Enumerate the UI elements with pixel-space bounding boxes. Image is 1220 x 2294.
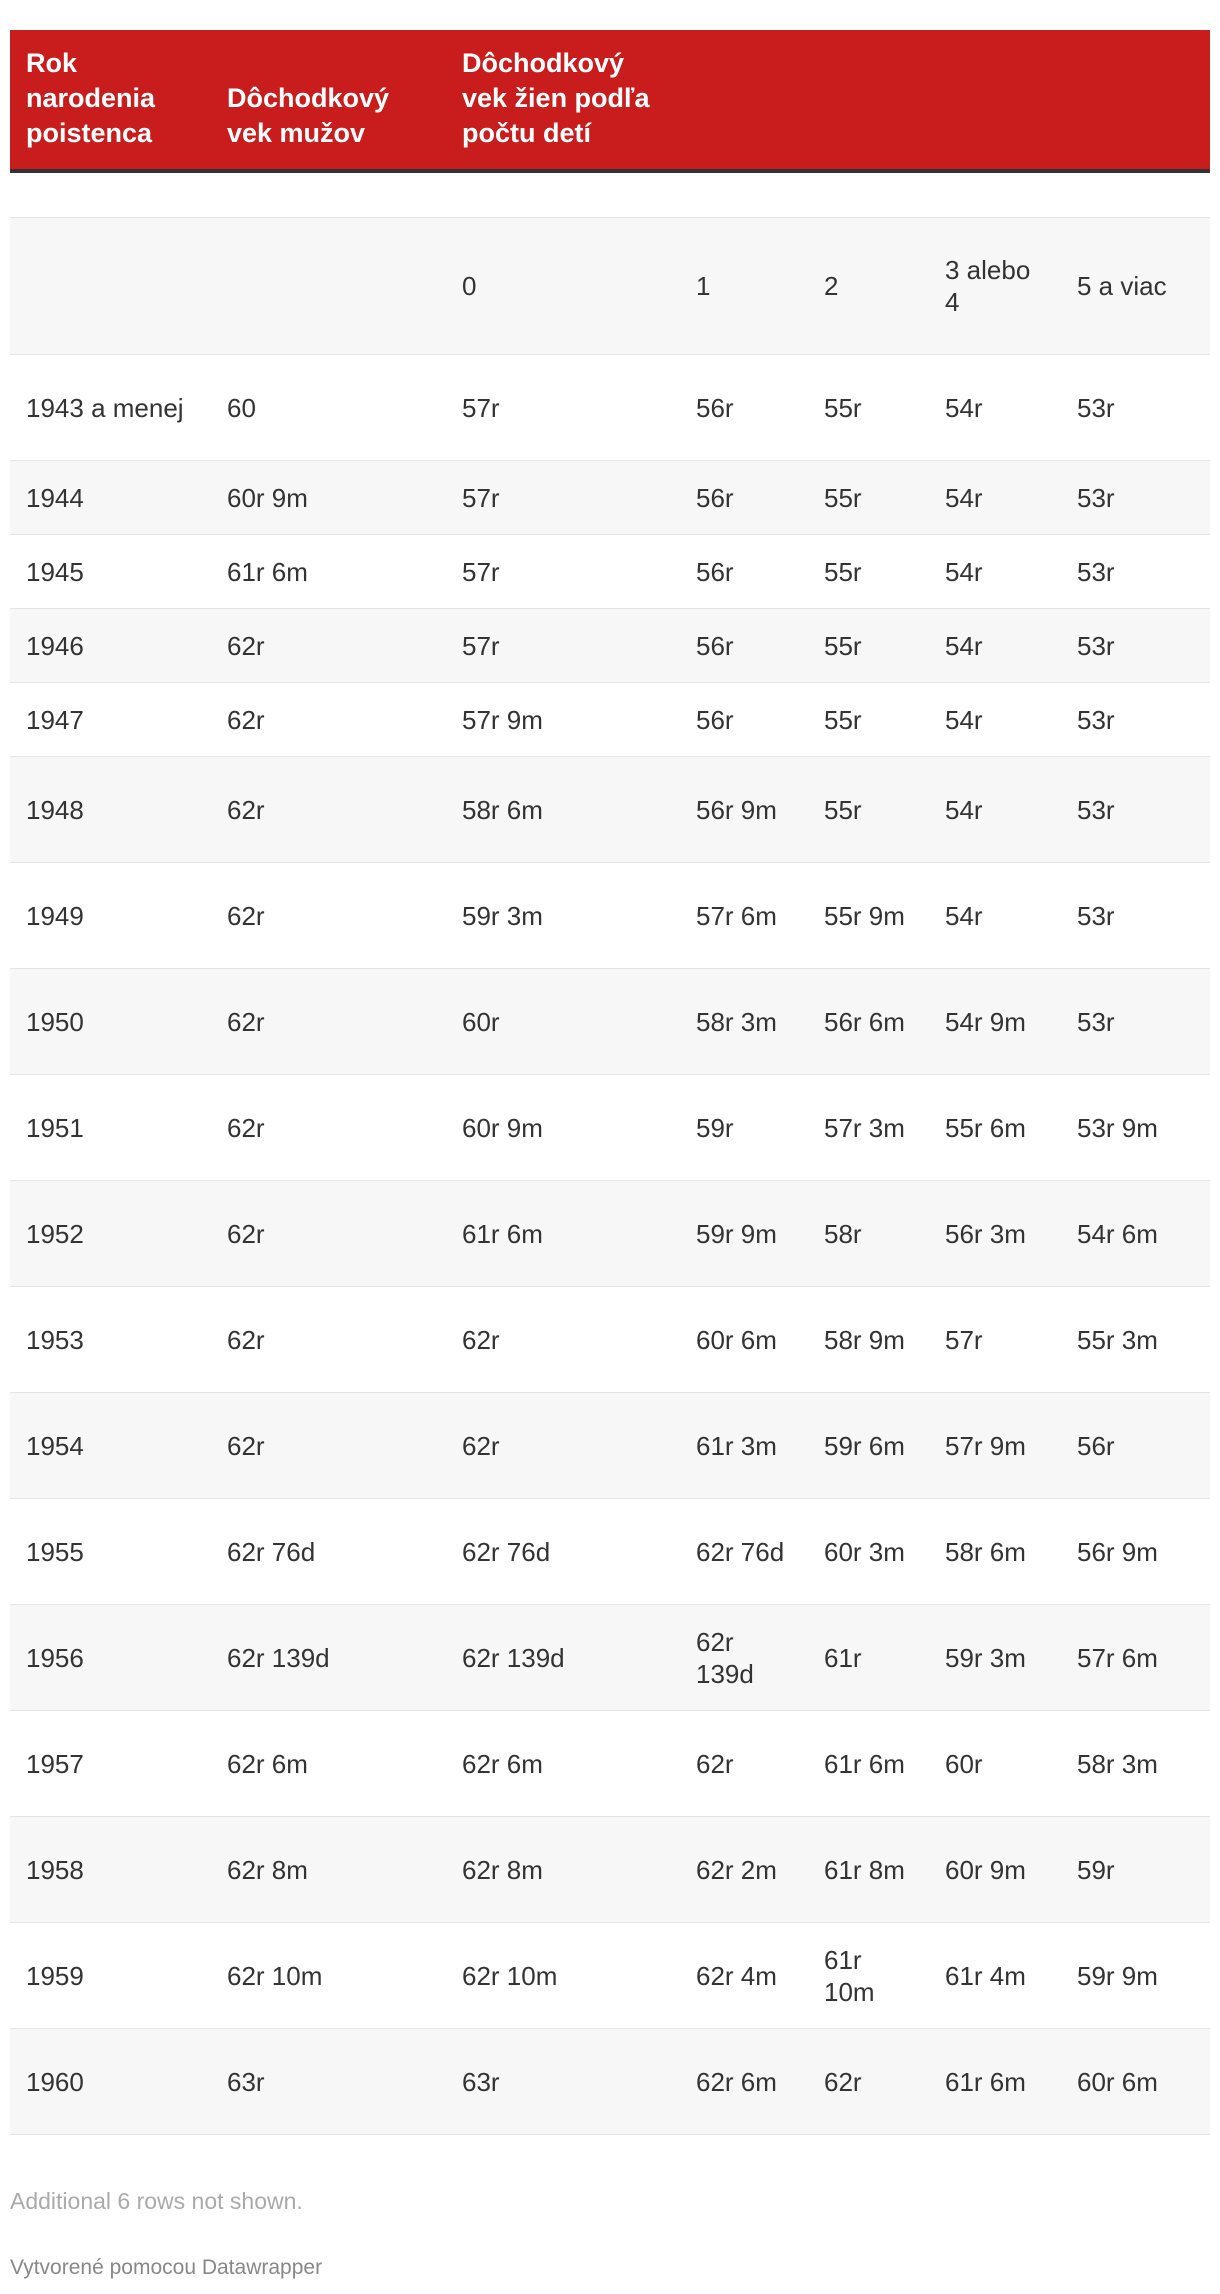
age-cell: 60r (929, 1711, 1061, 1817)
birth-year-cell: 1946 (10, 609, 211, 683)
age-cell: 53r (1061, 355, 1210, 461)
table-row (10, 1287, 1210, 1393)
birth-year-cell: 1960 (10, 2029, 211, 2135)
age-cell: 54r 6m (1061, 1181, 1210, 1287)
age-cell: 62r (211, 609, 446, 683)
subheader-children-1: 1 (680, 218, 808, 355)
age-cell: 59r 3m (446, 863, 680, 969)
age-cell: 60r 6m (1061, 2029, 1210, 2135)
age-cell: 57r 9m (446, 683, 680, 757)
age-cell: 59r 9m (680, 1181, 808, 1287)
age-cell: 61r 3m (680, 1393, 808, 1499)
age-cell: 55r (808, 535, 929, 609)
age-cell: 62r (211, 969, 446, 1075)
birth-year-cell: 1956 (10, 1605, 211, 1711)
table-row (10, 1817, 1210, 1923)
age-cell: 62r (680, 1711, 808, 1817)
age-cell: 61r 6m (446, 1181, 680, 1287)
age-cell: 59r (1061, 1817, 1210, 1923)
age-cell: 62r 139d (680, 1605, 808, 1711)
age-cell: 54r (929, 757, 1061, 863)
table-row (10, 355, 1210, 461)
age-cell: 53r (1061, 969, 1210, 1075)
table-row (10, 863, 1210, 969)
subheader-cell (10, 218, 211, 355)
age-cell: 59r 6m (808, 1393, 929, 1499)
age-cell: 53r (1061, 609, 1210, 683)
age-cell: 55r (808, 355, 929, 461)
birth-year-cell: 1949 (10, 863, 211, 969)
table-body (10, 218, 1210, 2135)
header-spacer (10, 171, 1210, 218)
table-row (10, 1393, 1210, 1499)
table-row (10, 461, 1210, 535)
age-cell: 53r 9m (1061, 1075, 1210, 1181)
birth-year-cell: 1947 (10, 683, 211, 757)
header-men-age[interactable]: Dôchodkový vek mužov (211, 30, 446, 171)
age-cell: 57r (446, 355, 680, 461)
age-cell: 56r (680, 609, 808, 683)
header-empty[interactable] (929, 30, 1061, 171)
birth-year-cell: 1950 (10, 969, 211, 1075)
age-cell: 62r 6m (680, 2029, 808, 2135)
age-cell: 54r (929, 355, 1061, 461)
age-cell: 61r 10m (808, 1923, 929, 2029)
age-cell: 57r (446, 461, 680, 535)
age-cell: 58r 3m (1061, 1711, 1210, 1817)
birth-year-cell: 1959 (10, 1923, 211, 2029)
age-cell: 54r (929, 461, 1061, 535)
age-cell: 58r 3m (680, 969, 808, 1075)
header-row (10, 30, 1210, 171)
birth-year-cell: 1945 (10, 535, 211, 609)
table-row (10, 1605, 1210, 1711)
age-cell: 59r 9m (1061, 1923, 1210, 2029)
age-cell: 62r 76d (680, 1499, 808, 1605)
birth-year-cell: 1948 (10, 757, 211, 863)
age-cell: 62r (211, 1075, 446, 1181)
age-cell: 56r (680, 535, 808, 609)
header-birth-year[interactable]: Rok narodenia poistenca (10, 30, 211, 171)
age-cell: 62r (446, 1393, 680, 1499)
header-empty[interactable] (680, 30, 808, 171)
age-cell: 57r 9m (929, 1393, 1061, 1499)
age-cell: 61r 6m (929, 2029, 1061, 2135)
age-cell: 54r (929, 863, 1061, 969)
age-cell: 62r (211, 1181, 446, 1287)
birth-year-cell: 1958 (10, 1817, 211, 1923)
age-cell: 62r 4m (680, 1923, 808, 2029)
age-cell: 62r 10m (211, 1923, 446, 2029)
birth-year-cell: 1951 (10, 1075, 211, 1181)
subheader-row (10, 218, 1210, 355)
age-cell: 60r 9m (211, 461, 446, 535)
birth-year-cell: 1955 (10, 1499, 211, 1605)
age-cell: 61r 4m (929, 1923, 1061, 2029)
subheader-children-3-4: 3 alebo 4 (929, 218, 1061, 355)
age-cell: 56r 6m (808, 969, 929, 1075)
table-row (10, 1499, 1210, 1605)
age-cell: 62r (446, 1287, 680, 1393)
age-cell: 54r 9m (929, 969, 1061, 1075)
birth-year-cell: 1953 (10, 1287, 211, 1393)
age-cell: 62r 2m (680, 1817, 808, 1923)
age-cell: 62r (808, 2029, 929, 2135)
age-cell: 60r 3m (808, 1499, 929, 1605)
age-cell: 55r (808, 683, 929, 757)
age-cell: 53r (1061, 863, 1210, 969)
table-row (10, 535, 1210, 609)
age-cell: 59r (680, 1075, 808, 1181)
age-cell: 56r (680, 355, 808, 461)
age-cell: 59r 3m (929, 1605, 1061, 1711)
age-cell: 53r (1061, 757, 1210, 863)
age-cell: 60r 6m (680, 1287, 808, 1393)
age-cell: 62r 6m (446, 1711, 680, 1817)
age-cell: 61r 8m (808, 1817, 929, 1923)
age-cell: 62r 76d (211, 1499, 446, 1605)
age-cell: 62r (211, 757, 446, 863)
age-cell: 58r 6m (446, 757, 680, 863)
subheader-children-0: 0 (446, 218, 680, 355)
age-cell: 62r 8m (211, 1817, 446, 1923)
age-cell: 62r (211, 863, 446, 969)
table-row (10, 683, 1210, 757)
age-cell: 60r 9m (929, 1817, 1061, 1923)
age-cell: 61r 6m (808, 1711, 929, 1817)
age-cell: 57r (446, 609, 680, 683)
age-cell: 54r (929, 609, 1061, 683)
subheader-children-5-plus: 5 a viac (1061, 218, 1210, 355)
age-cell: 55r (808, 757, 929, 863)
age-cell: 58r 6m (929, 1499, 1061, 1605)
age-cell: 54r (929, 535, 1061, 609)
age-cell: 62r 139d (211, 1605, 446, 1711)
age-cell: 54r (929, 683, 1061, 757)
age-cell: 55r (808, 461, 929, 535)
age-cell: 61r 6m (211, 535, 446, 609)
age-cell: 62r (211, 1393, 446, 1499)
age-cell: 55r (808, 609, 929, 683)
subheader-cell (211, 218, 446, 355)
age-cell: 55r 6m (929, 1075, 1061, 1181)
age-cell: 56r 3m (929, 1181, 1061, 1287)
age-cell: 56r (680, 683, 808, 757)
age-cell: 56r 9m (1061, 1499, 1210, 1605)
subheader-children-2: 2 (808, 218, 929, 355)
age-cell: 57r 3m (808, 1075, 929, 1181)
birth-year-cell: 1943 a menej (10, 355, 211, 461)
header-women-age[interactable]: Dôchodkový vek žien podľa počtu detí (446, 30, 680, 171)
age-cell: 56r 9m (680, 757, 808, 863)
age-cell: 62r 8m (446, 1817, 680, 1923)
age-cell: 56r (1061, 1393, 1210, 1499)
age-cell: 57r (446, 535, 680, 609)
age-cell: 60 (211, 355, 446, 461)
header-empty[interactable] (808, 30, 929, 171)
age-cell: 60r 9m (446, 1075, 680, 1181)
age-cell: 55r 9m (808, 863, 929, 969)
age-cell: 61r (808, 1605, 929, 1711)
age-cell: 62r 139d (446, 1605, 680, 1711)
table-row (10, 969, 1210, 1075)
age-cell: 62r 10m (446, 1923, 680, 2029)
age-cell: 58r (808, 1181, 929, 1287)
age-cell: 62r 76d (446, 1499, 680, 1605)
birth-year-cell: 1944 (10, 461, 211, 535)
age-cell: 60r (446, 969, 680, 1075)
age-cell: 55r 3m (1061, 1287, 1210, 1393)
age-cell: 58r 9m (808, 1287, 929, 1393)
table-row (10, 609, 1210, 683)
table-row (10, 1075, 1210, 1181)
table-row (10, 1711, 1210, 1817)
birth-year-cell: 1952 (10, 1181, 211, 1287)
table-row (10, 1923, 1210, 2029)
table-header (10, 30, 1210, 218)
age-cell: 63r (446, 2029, 680, 2135)
age-cell: 62r (211, 683, 446, 757)
age-cell: 56r (680, 461, 808, 535)
age-cell: 57r 6m (680, 863, 808, 969)
age-cell: 57r 6m (1061, 1605, 1210, 1711)
birth-year-cell: 1957 (10, 1711, 211, 1817)
table-row (10, 757, 1210, 863)
datawrapper-credit[interactable]: Vytvorené pomocou Datawrapper (10, 2256, 323, 2279)
table-notes: Additional 6 rows not shown. (10, 2188, 303, 2214)
table-wrapper (10, 30, 1210, 2135)
age-cell: 62r 6m (211, 1711, 446, 1817)
age-cell: 53r (1061, 535, 1210, 609)
age-cell: 57r (929, 1287, 1061, 1393)
table-row (10, 2029, 1210, 2135)
age-cell: 53r (1061, 683, 1210, 757)
age-cell: 62r (211, 1287, 446, 1393)
birth-year-cell: 1954 (10, 1393, 211, 1499)
table-row (10, 1181, 1210, 1287)
age-cell: 63r (211, 2029, 446, 2135)
age-cell: 53r (1061, 461, 1210, 535)
header-empty[interactable] (1061, 30, 1210, 171)
retirement-age-table (10, 30, 1210, 2135)
